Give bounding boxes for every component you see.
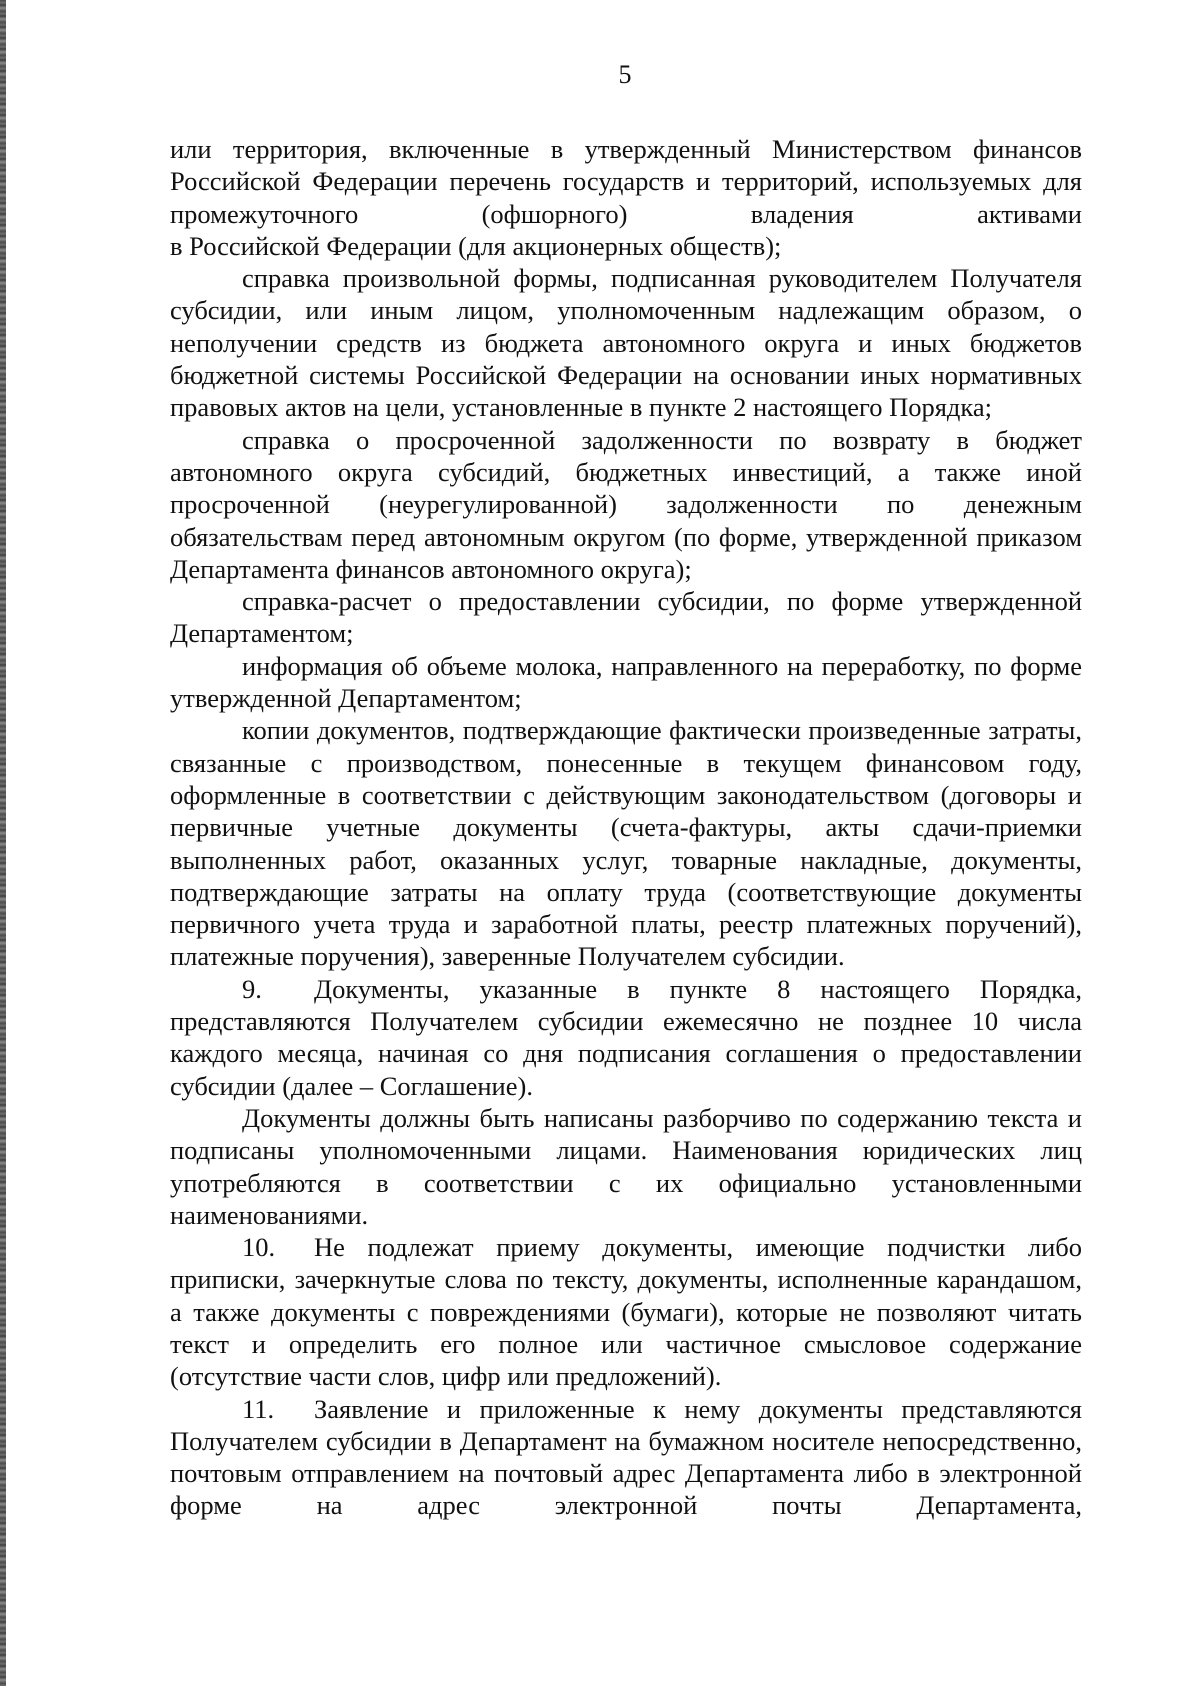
paragraph-clause-10 (170, 1231, 1082, 1392)
paragraph-document-requirements: Документы должны быть написаны разборчиво по содержанию текста и подписаны уполномоченными лицами. Наименования юридических лиц употребляются в соответствии с их официально установленными наименованиями. (170, 1102, 1082, 1230)
paragraph-certificate-overdue-debt: справка о просроченной задолженности по возврату в бюджет автономного округа субсидий, бюджетных инвестиций, а также иной просроченной (неурегулированной) задолженности по денежным обязательствам перед автономным округом (по форме, утвержденной приказом Департамента финансов автономного округа); (170, 424, 1082, 584)
paragraph-milk-volume-info: информация об объеме молока, направленного на переработку, по форме утвержденной Департаментом; (170, 650, 1082, 714)
paragraph-continuation-line1: или территория, включенные в утвержденный Министерством финансов Российской Федерации перечень государств и территорий, используемых для промежуточного (офшорного) владения активами (170, 134, 1082, 229)
paragraph-document-copies: копии документов, подтверждающие фактически произведенные затраты, связанные с производством, понесенные в текущем финансовом году, оформленные в соответствии с действующим законодательством (договоры и первичные учетные документы (счета-фактуры, акты сдачи-приемки выполненных работ, оказанных услуг, товарные накладные, документы, подтверждающие затраты на оплату труда (соответствующие документы первичного учета труда и заработной платы, реестр платежных поручений), платежные поручения), заверенные Получателем субсидии. (170, 715, 1082, 972)
paragraph-calculation-certificate: справка-расчет о предоставлении субсидии, по форме утвержденной Департаментом; (170, 586, 1082, 649)
paragraph-clause-11 (170, 1393, 1082, 1522)
paragraph-continuation-line2: в Российской Федерации (для акционерных обществ); (170, 230, 782, 261)
clause-number: 11. (242, 1393, 275, 1424)
clause-text: Документы, указанные в пункте 8 настоящего Порядка, представляются Получателем субсидии ежемесячно не позднее 10 числа каждого месяца, начиная со дня подписания соглашения о предоставлении субсидии (далее – Соглашение). (170, 973, 1082, 1101)
paragraph-certificate-free-form: справка произвольной формы, подписанная руководителем Получателя субсидии, или иным лицом, уполномоченным надлежащим образом, о неполучении средств из бюджета автономного округа и иных бюджетов бюджетной системы Российской Федерации на основании иных нормативных правовых актов на цели, установленные в пункте 2 настоящего Порядка; (170, 263, 1082, 423)
clause-text: Не подлежат приему документы, имеющие подчистки либо приписки, зачеркнутые слова по тексту, документы, исполненные карандашом, а также документы с повреждениями (бумаги), которые не позволяют читать текст и определить его полное или частичное смысловое содержание (отсутствие части слов, цифр или предложений). (170, 1232, 1082, 1392)
clause-number: 9. (242, 973, 262, 1004)
clause-text: Заявление и приложенные к нему документы представляются Получателем субсидии в Департамент на бумажном носителе непосредственно, почтовым отправлением на почтовый адрес Департамента либо в электронной форме на адрес электронной почты Департамента, (170, 1393, 1082, 1521)
scan-edge (0, 0, 6, 1686)
document-body (170, 133, 1082, 1522)
clause-number: 10. (242, 1232, 276, 1263)
paragraph-clause-9 (170, 973, 1082, 1102)
page-number: 5 (618, 60, 632, 89)
